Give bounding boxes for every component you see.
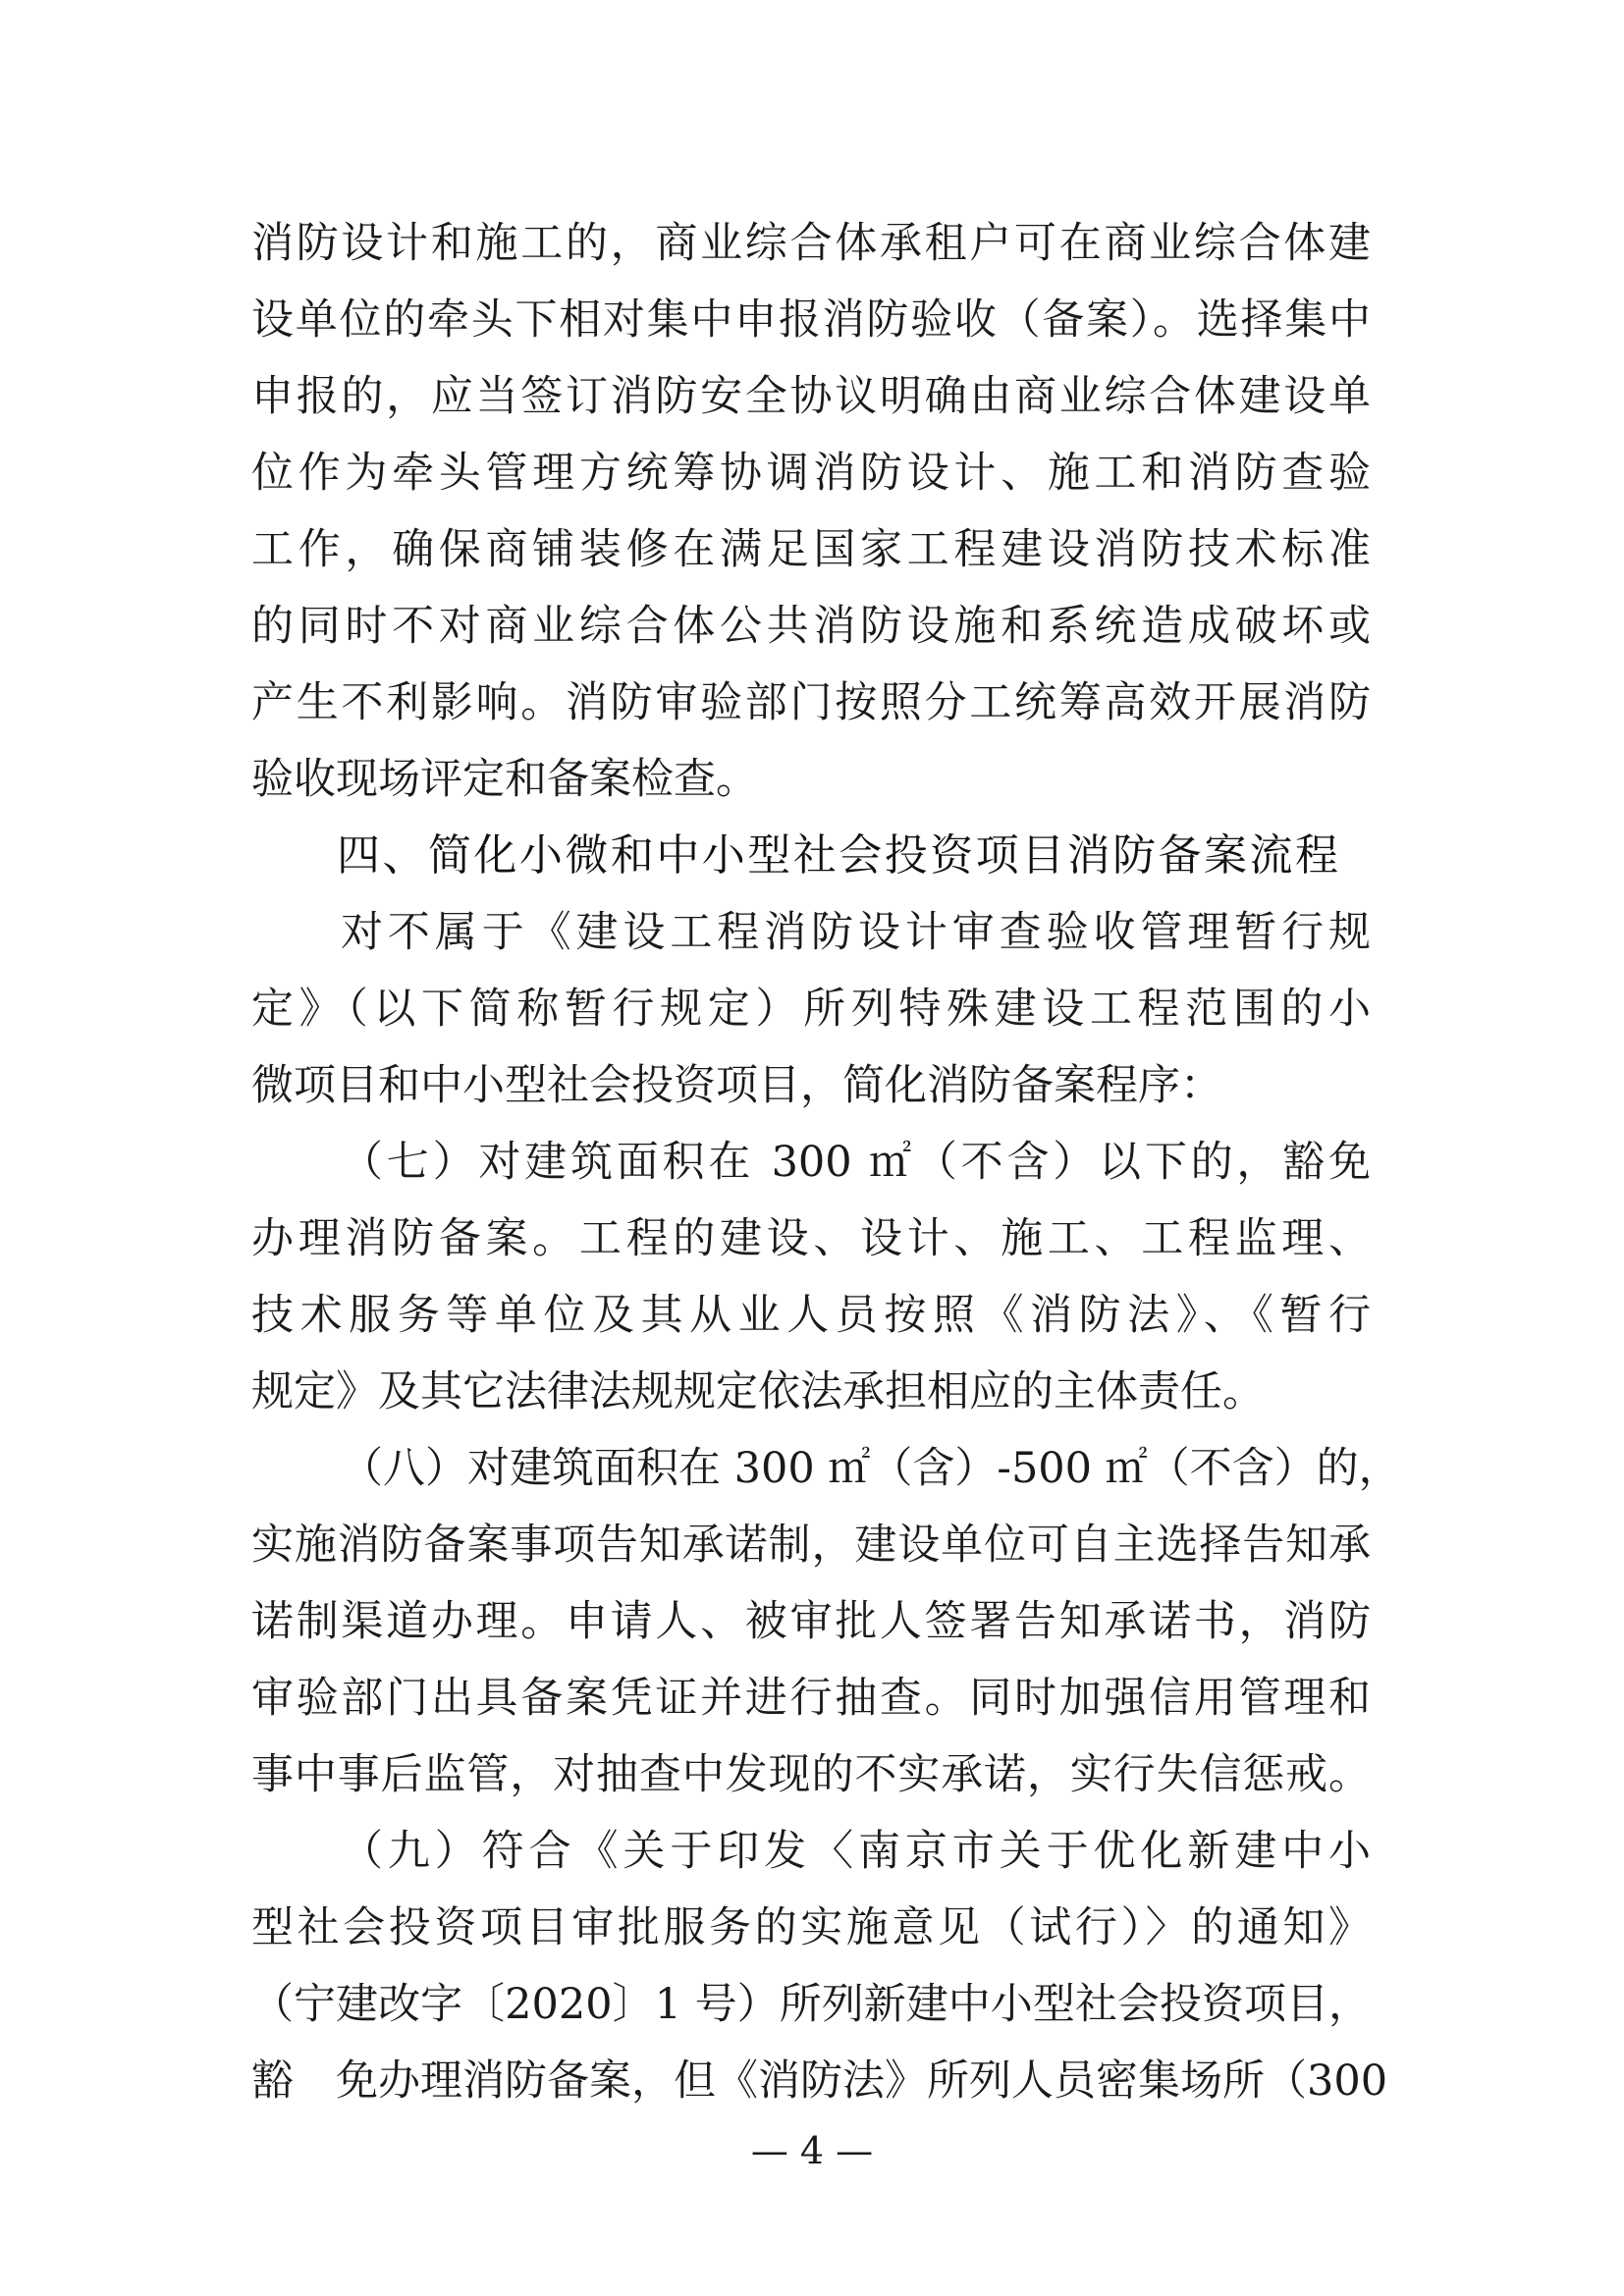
body-line: 型社会投资项目审批服务的实施意见（试行）〉的通知》 (251, 1903, 1371, 1952)
body-line: 设单位的牵头下相对集中申报消防验收（备案）。选择集中 (251, 295, 1371, 345)
body-line: 实施消防备案事项告知承诺制，建设单位可自主选择告知承 (251, 1521, 1371, 1570)
body-line: 的同时不对商业综合体公共消防设施和系统造成破坏或 (251, 602, 1371, 651)
body-line: 豁 免办理消防备案，但《消防法》所列人员密集场所（300 (251, 2056, 1388, 2106)
body-line: 规定》及其它法律法规规定依法承担相应的主体责任。 (251, 1367, 1265, 1416)
body-line: 办理消防备案。工程的建设、设计、施工、工程监理、 (251, 1214, 1371, 1263)
page-number: — 4 — (750, 2129, 874, 2172)
body-line: 工作，确保商铺装修在满足国家工程建设消防技术标准 (251, 525, 1371, 574)
body-line: 位作为牵头管理方统筹协调消防设计、施工和消防查验 (251, 449, 1371, 498)
body-line: （宁建改字〔2020〕1 号）所列新建中小型社会投资项目， (251, 1980, 1371, 2029)
body-line: 事中事后监管，对抽查中发现的不实承诺，实行失信惩戒。 (251, 1750, 1371, 1799)
body-line: 微项目和中小型社会投资项目，简化消防备案程序： (251, 1061, 1222, 1110)
body-line: （九）符合《关于印发〈南京市关于优化新建中小 (341, 1827, 1371, 1876)
body-line: （七）对建筑面积在 300 ㎡（不含）以下的，豁免 (341, 1138, 1371, 1187)
body-line: 产生不利影响。消防审验部门按照分工统筹高效开展消防 (251, 678, 1371, 727)
body-line: 对不属于《建设工程消防设计审查验收管理暂行规 (341, 908, 1371, 957)
body-line: 技术服务等单位及其从业人员按照《消防法》、《暂行 (251, 1291, 1371, 1340)
body-line: 验收现场评定和备案检查。 (251, 755, 758, 804)
section-heading: 四、简化小微和中小型社会投资项目消防备案流程 (337, 830, 1338, 881)
body-line: 审验部门出具备案凭证并进行抽查。同时加强信用管理和 (251, 1674, 1371, 1723)
body-line: （八）对建筑面积在 300 ㎡（含）-500 ㎡（不含）的， (341, 1444, 1401, 1493)
body-line: 诺制渠道办理。申请人、被审批人签署告知承诺书，消防 (251, 1597, 1371, 1646)
body-line: 定》（以下简称暂行规定）所列特殊建设工程范围的小 (251, 985, 1371, 1034)
body-line: 申报的，应当签订消防安全协议明确由商业综合体建设单 (251, 372, 1371, 421)
body-line: 消防设计和施工的，商业综合体承租户可在商业综合体建 (251, 219, 1371, 268)
